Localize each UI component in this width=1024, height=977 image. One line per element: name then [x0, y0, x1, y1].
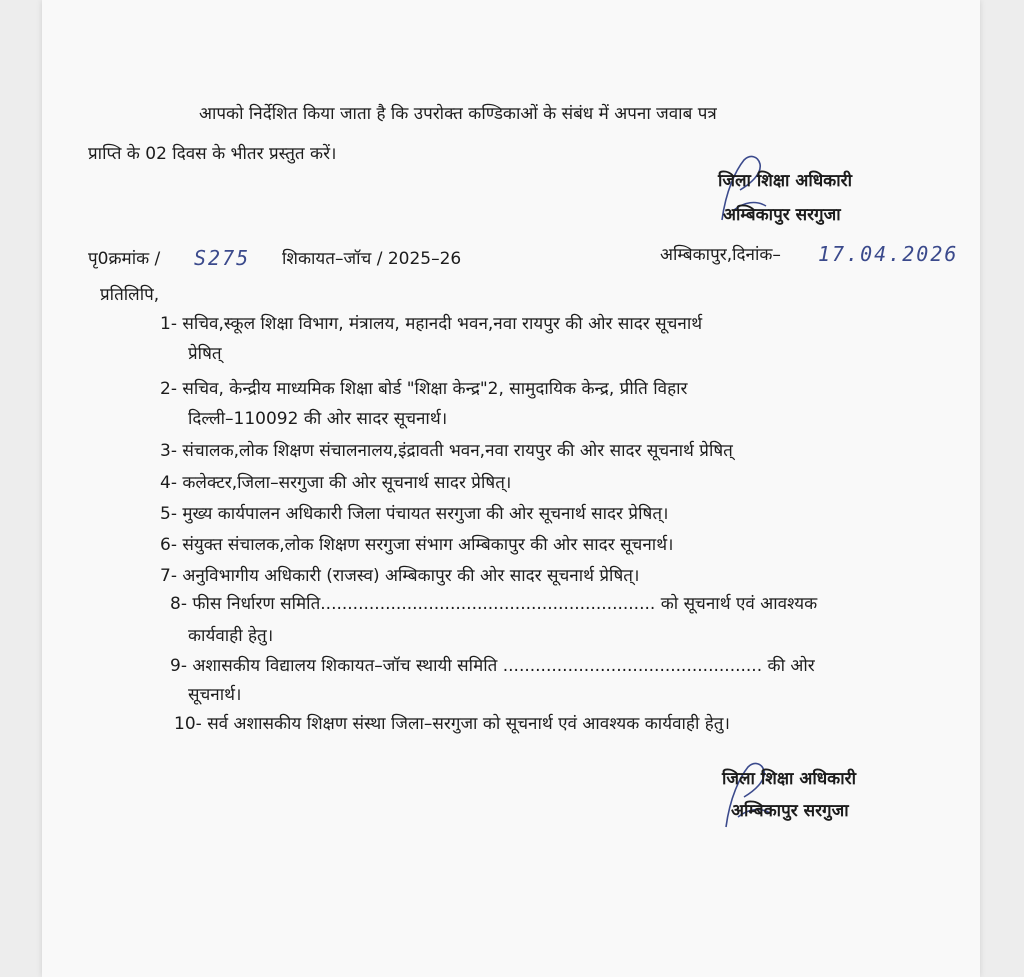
list-item [160, 534, 674, 556]
list-item [170, 655, 815, 677]
signature-bottom-designation: जिला शिक्षा अधिकारी [722, 769, 856, 789]
list-item-text: सचिव, केन्द्रीय माध्यमिक शिक्षा बोर्ड "शिक्षा केन्द्र"2, सामुदायिक केन्द्र, प्रीति विहार [182, 379, 688, 399]
list-item-text: सर्व अशासकीय शिक्षण संस्था जिला–सरगुजा को सूचनार्थ एवं आवश्यक कार्यवाही हेतु। [207, 714, 730, 734]
signature-scribble-bottom [718, 755, 778, 835]
list-item-continuation: सूचनार्थ। [188, 685, 242, 705]
list-item [170, 593, 817, 615]
list-item-number: 2- [160, 379, 177, 399]
reference-subject: शिकायत–जॉच / 2025–26 [282, 249, 462, 269]
reference-date-label: अम्बिकापुर,दिनांक– [660, 245, 781, 265]
list-item-text: संचालक,लोक शिक्षण संचालनालय,इंद्रावती भवन,नवा रायपुर की ओर सादर सूचनार्थ प्रेषित् [182, 441, 733, 461]
list-item [174, 713, 730, 735]
list-item-number: 5- [160, 504, 177, 524]
list-item-continuation: दिल्ली–110092 की ओर सादर सूचनार्थ। [188, 409, 448, 429]
list-item-text: अनुविभागीय अधिकारी (राजस्व) अम्बिकापुर की ओर सादर सूचनार्थ प्रेषित्। [182, 566, 640, 586]
list-item-text: संयुक्त संचालक,लोक शिक्षण सरगुजा संभाग अम्बिकापुर की ओर सादर सूचनार्थ। [182, 535, 674, 555]
list-item-text: फीस निर्धारण समिति.............................................................. को सूचनार्थ एवं आवश्यक [192, 594, 818, 614]
list-item-number: 10- [174, 714, 202, 734]
list-item-number: 8- [170, 594, 187, 614]
list-item [160, 472, 511, 494]
list-item [160, 378, 687, 400]
list-item-number: 4- [160, 473, 177, 493]
list-item [160, 565, 639, 587]
list-item-text: कलेक्टर,जिला–सरगुजा की ओर सूचनार्थ सादर प्रेषित्। [182, 473, 512, 493]
signature-bottom-location: अम्बिकापुर सरगुजा [731, 801, 849, 821]
document-page [42, 0, 980, 977]
body-paragraph-line-1: आपको निर्देशित किया जाता है कि उपरोक्त कण्डिकाओं के संबंध में अपना जवाब पत्र [199, 104, 717, 124]
signature-top-location: अम्बिकापुर सरगुजा [723, 205, 841, 225]
list-item-text: सचिव,स्कूल शिक्षा विभाग, मंत्रालय, महानदी भवन,नवा रायपुर की ओर सादर सूचनार्थ [182, 314, 703, 334]
list-item-text: मुख्य कार्यपालन अधिकारी जिला पंचायत सरगुजा की ओर सूचनार्थ सादर प्रेषित्। [182, 504, 669, 524]
copy-label: प्रतिलिपि, [100, 285, 160, 305]
list-item-number: 9- [170, 656, 187, 676]
signature-top-designation: जिला शिक्षा अधिकारी [718, 171, 852, 191]
list-item-continuation: प्रेषित् [188, 344, 222, 364]
list-item-number: 3- [160, 441, 177, 461]
list-item-text: अशासकीय विद्यालय शिकायत–जॉच स्थायी समिति ................................................ की ओर [192, 656, 815, 676]
body-paragraph-line-2: प्राप्ति के 02 दिवस के भीतर प्रस्तुत करें। [88, 144, 337, 164]
list-item-continuation: कार्यवाही हेतु। [188, 626, 274, 646]
reference-handwritten-date: 17.04.2026 [818, 242, 959, 266]
list-item-number: 1- [160, 314, 177, 334]
list-item [160, 440, 733, 462]
list-item-number: 7- [160, 566, 177, 586]
reference-prefix: पृ0क्रमांक / [88, 249, 161, 269]
list-item [160, 313, 702, 335]
list-item [160, 503, 668, 525]
list-item-number: 6- [160, 535, 177, 555]
reference-handwritten-number: S275 [194, 246, 251, 270]
